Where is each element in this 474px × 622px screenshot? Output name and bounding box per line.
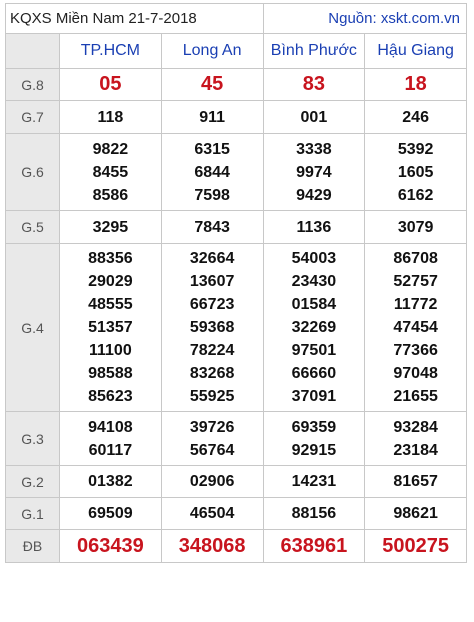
prize-cell	[263, 412, 365, 466]
prize-number: 97048	[393, 365, 438, 382]
prize-number: 86708	[393, 250, 438, 267]
prize-cell	[60, 412, 162, 466]
prize-cell	[60, 101, 162, 134]
prize-number: 92915	[291, 441, 337, 459]
prize-number: 9429	[296, 186, 332, 204]
prize-cell	[60, 498, 162, 530]
prize-number: 56764	[189, 441, 235, 459]
prize-number: 98621	[393, 505, 438, 522]
prize-cell	[60, 211, 162, 244]
prize-row	[6, 69, 467, 101]
prize-number: 39726	[189, 418, 235, 436]
prize-label: G.2	[6, 466, 60, 498]
prize-number: 60117	[88, 441, 133, 459]
lottery-results-table	[5, 3, 467, 563]
prize-number: 46504	[189, 505, 235, 522]
prize-number: 32664	[189, 250, 235, 267]
prize-number: 13607	[189, 273, 235, 290]
prize-number: 3079	[397, 218, 434, 236]
prize-number: 7598	[194, 186, 230, 204]
prize-row	[6, 530, 467, 563]
prize-cell	[263, 211, 365, 244]
prize-number: 37091	[291, 388, 337, 405]
prize-number: 500275	[382, 534, 449, 557]
prize-number: 8586	[92, 186, 129, 204]
prize-number: 85623	[88, 388, 133, 405]
prize-number: 59368	[189, 319, 235, 336]
prize-number: 81657	[393, 473, 438, 490]
prize-number: 063439	[77, 534, 144, 557]
prize-row	[6, 134, 467, 211]
prize-number: 29029	[88, 273, 133, 290]
province-header[interactable]: Bình Phước	[263, 34, 365, 69]
prize-number: 93284	[393, 418, 438, 436]
prize-number: 97501	[291, 342, 337, 359]
prize-number: 51357	[88, 319, 133, 336]
prize-cell	[263, 498, 365, 530]
prize-cell	[60, 134, 162, 211]
prize-number: 32269	[291, 319, 337, 336]
prize-number: 54003	[291, 250, 337, 267]
prize-number: 3338	[296, 140, 332, 158]
prize-row	[6, 101, 467, 134]
prize-number: 638961	[280, 534, 348, 557]
prize-number: 66660	[291, 365, 337, 382]
prize-number: 23430	[291, 273, 337, 290]
prize-number: 77366	[393, 342, 438, 359]
results-container	[5, 3, 467, 563]
prize-row	[6, 412, 467, 466]
prize-number: 6162	[397, 186, 434, 204]
prize-cell	[365, 498, 467, 530]
prize-number: 1136	[296, 218, 332, 236]
prize-number: 88156	[291, 505, 337, 522]
prize-number: 348068	[178, 534, 246, 557]
prize-number: 118	[97, 108, 124, 126]
prize-cell	[263, 530, 365, 563]
prize-number: 83	[302, 73, 325, 95]
prize-number: 47454	[393, 319, 438, 336]
prize-number: 5392	[397, 140, 434, 158]
prize-row	[6, 244, 467, 412]
prize-number: 05	[99, 73, 122, 95]
prize-number: 8455	[92, 163, 129, 181]
prize-cell	[365, 244, 467, 412]
prize-number: 1605	[397, 163, 434, 181]
prize-label: ĐB	[6, 530, 60, 563]
table-header-row	[6, 4, 467, 34]
prize-number: 69509	[88, 505, 133, 522]
prize-number: 98588	[88, 365, 133, 382]
prize-number: 02906	[189, 473, 235, 490]
source-link[interactable]: Nguồn: xskt.com.vn	[263, 4, 467, 34]
prize-cell	[161, 412, 263, 466]
page-title: KQXS Miền Nam 21-7-2018	[6, 4, 264, 34]
province-header[interactable]: TP.HCM	[60, 34, 162, 69]
prize-number: 7843	[194, 218, 230, 236]
prize-label: G.3	[6, 412, 60, 466]
prize-number: 69359	[291, 418, 337, 436]
prize-cell	[365, 69, 467, 101]
prize-number: 001	[300, 108, 328, 126]
prize-cell	[263, 101, 365, 134]
prize-cell	[161, 530, 263, 563]
prize-number: 18	[404, 73, 427, 95]
corner-cell	[6, 34, 60, 69]
prize-cell	[60, 466, 162, 498]
prize-cell	[161, 69, 263, 101]
prize-cell	[161, 101, 263, 134]
prize-number: 52757	[393, 273, 438, 290]
prize-label: G.1	[6, 498, 60, 530]
prize-label: G.8	[6, 69, 60, 101]
prize-number: 94108	[88, 418, 133, 436]
prize-number: 01584	[291, 296, 337, 313]
prize-number: 23184	[393, 441, 438, 459]
prize-cell	[365, 530, 467, 563]
prize-cell	[161, 244, 263, 412]
prize-row	[6, 211, 467, 244]
province-header[interactable]: Hậu Giang	[365, 34, 467, 69]
prize-label: G.6	[6, 134, 60, 211]
prize-number: 48555	[88, 296, 133, 313]
prize-number: 9822	[92, 140, 129, 158]
prize-number: 911	[199, 108, 226, 126]
prize-cell	[365, 412, 467, 466]
prize-cell	[263, 244, 365, 412]
prize-number: 78224	[189, 342, 235, 359]
prize-cell	[365, 101, 467, 134]
prize-number: 01382	[88, 473, 133, 490]
prize-number: 88356	[88, 250, 133, 267]
prize-cell	[60, 530, 162, 563]
prize-row	[6, 466, 467, 498]
prize-label: G.4	[6, 244, 60, 412]
prize-cell	[60, 69, 162, 101]
prize-number: 11772	[393, 296, 438, 313]
province-row	[6, 34, 467, 69]
prize-number: 21655	[393, 388, 438, 405]
prize-label: G.5	[6, 211, 60, 244]
prize-rows	[6, 69, 467, 563]
prize-cell	[263, 69, 365, 101]
prize-cell	[161, 498, 263, 530]
prize-number: 9974	[296, 163, 332, 181]
prize-number: 11100	[89, 342, 132, 359]
prize-cell	[60, 244, 162, 412]
prize-number: 14231	[291, 473, 337, 490]
prize-number: 3295	[92, 218, 129, 236]
prize-cell	[365, 466, 467, 498]
prize-cell	[365, 211, 467, 244]
prize-cell	[161, 211, 263, 244]
prize-cell	[161, 466, 263, 498]
prize-cell	[161, 134, 263, 211]
prize-number: 66723	[189, 296, 235, 313]
prize-number: 45	[201, 73, 224, 95]
prize-label: G.7	[6, 101, 60, 134]
prize-number: 83268	[189, 365, 235, 382]
prize-number: 246	[402, 108, 429, 126]
prize-cell	[365, 134, 467, 211]
prize-number: 6315	[194, 140, 230, 158]
prize-cell	[263, 466, 365, 498]
prize-number: 6844	[194, 163, 230, 181]
prize-row	[6, 498, 467, 530]
province-header[interactable]: Long An	[161, 34, 263, 69]
prize-cell	[263, 134, 365, 211]
prize-number: 55925	[189, 388, 235, 405]
